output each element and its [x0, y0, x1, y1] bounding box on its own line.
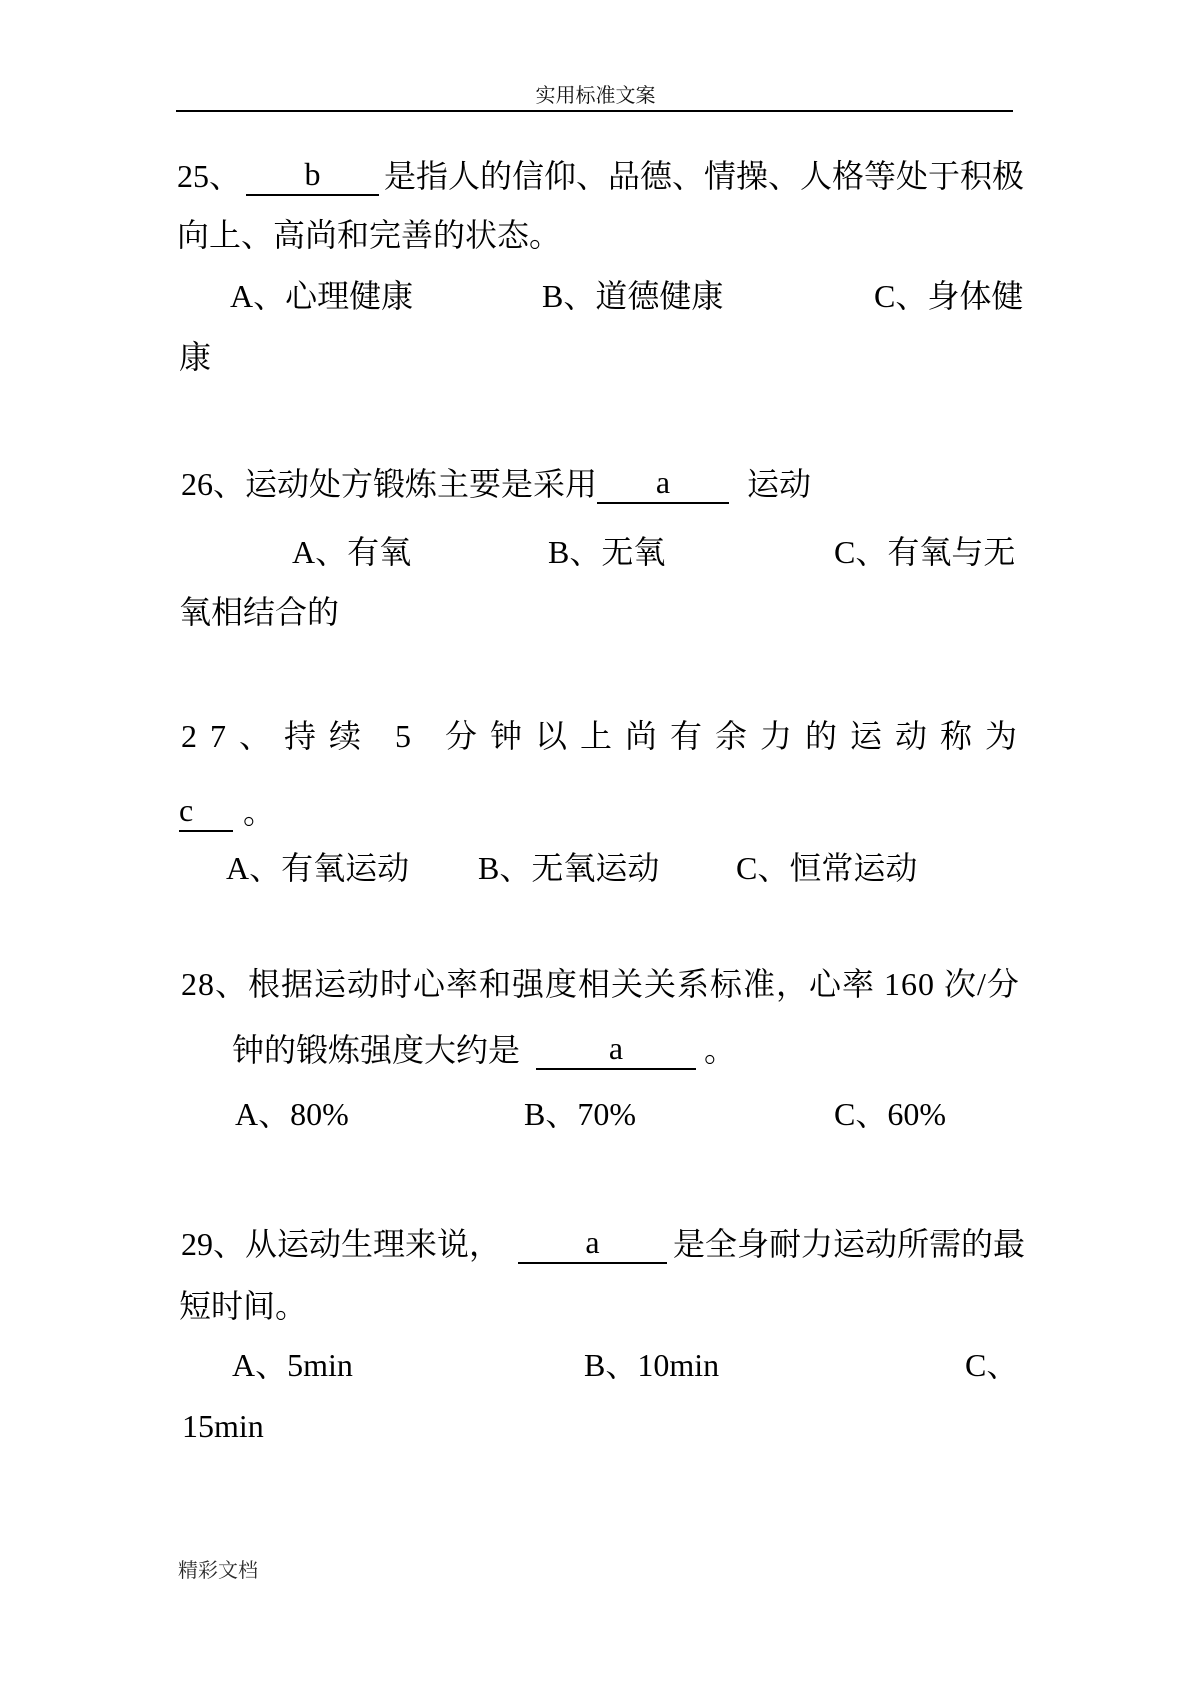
- question-number: 25、: [177, 158, 242, 194]
- question-stem-tail: 是全身耐力运动所需的最: [673, 1226, 1026, 1262]
- question-27-options: [0, 848, 1191, 888]
- option-b: B、无氧: [548, 534, 666, 570]
- question-stem: 向上、高尚和完善的状态。: [177, 217, 562, 253]
- blank-answer: a: [585, 1224, 600, 1260]
- option-a: A、80%: [235, 1096, 349, 1132]
- question-25-line-1: [177, 154, 1024, 194]
- option-a: A、有氧运动: [226, 850, 410, 886]
- option-c-continued: 15min: [182, 1408, 264, 1444]
- option-b: B、10min: [584, 1347, 720, 1383]
- answer-blank: [518, 1222, 667, 1264]
- question-28-line-2: [232, 1028, 736, 1068]
- blank-answer: a: [608, 1030, 624, 1066]
- option-a: A、心理健康: [230, 278, 414, 314]
- option-b: B、道德健康: [542, 278, 724, 314]
- question-stem: 根据运动时心率和强度相关关系标准，心率 160 次/分: [248, 966, 1020, 1002]
- question-26-options: [0, 532, 1191, 572]
- option-c: C、身体健: [874, 278, 1024, 314]
- blank-answer: c: [179, 792, 194, 828]
- option-c-continued: 氧相结合的: [179, 594, 340, 630]
- question-25-option-wrap: [179, 337, 211, 377]
- sentence-period: 。: [243, 794, 276, 830]
- option-a: A、有氧: [292, 534, 412, 570]
- question-27-line-1: [181, 716, 1030, 756]
- question-stem: 钟的锻炼强度大约是: [232, 1032, 521, 1068]
- page-header-title: 实用标准文案: [535, 85, 656, 107]
- page-footer-text: 精彩文档: [178, 1560, 258, 1582]
- question-28-options: [0, 1094, 1191, 1134]
- question-number: 29、: [181, 1226, 246, 1262]
- question-29-line-2: [179, 1286, 307, 1326]
- answer-blank: [597, 462, 729, 504]
- question-25-line-2: [177, 215, 561, 255]
- question-26-line-1: [181, 462, 811, 502]
- question-29-options: [0, 1345, 1191, 1385]
- question-number: 26、: [181, 466, 246, 502]
- question-stem: 短时间。: [179, 1288, 308, 1324]
- answer-blank: [536, 1028, 696, 1070]
- question-29-option-wrap: [182, 1406, 264, 1446]
- question-stem: 从运动生理来说，: [245, 1226, 502, 1262]
- option-c: C、: [965, 1347, 1019, 1383]
- blank-answer: a: [655, 464, 671, 500]
- option-c: C、有氧与无: [834, 534, 1016, 570]
- question-stem: 持续 5 分钟以上尚有余力的运动称为: [284, 718, 1031, 754]
- question-29-line-1: [181, 1222, 1025, 1262]
- question-26-option-wrap: [179, 592, 339, 632]
- answer-blank: [246, 154, 379, 196]
- question-stem-tail: 运动: [747, 466, 812, 502]
- question-27-line-2: [179, 790, 275, 830]
- answer-blank: [179, 790, 233, 832]
- question-28-line-1: [181, 964, 1020, 1004]
- sentence-period: 。: [704, 1032, 737, 1068]
- option-b: B、70%: [524, 1096, 637, 1132]
- option-c: C、60%: [834, 1096, 947, 1132]
- option-a: A、5min: [232, 1347, 353, 1383]
- question-stem: 运动处方锻炼主要是采用: [245, 466, 598, 502]
- question-number: 27、: [181, 718, 285, 754]
- blank-answer: b: [304, 156, 321, 192]
- option-b: B、无氧运动: [478, 850, 660, 886]
- question-number: 28、: [181, 966, 249, 1002]
- option-c-continued: 康: [179, 339, 212, 375]
- question-stem: 是指人的信仰、品德、情操、人格等处于积极: [384, 158, 1025, 194]
- header-rule: [176, 110, 1013, 112]
- option-c: C、恒常运动: [736, 850, 918, 886]
- question-25-options: [0, 276, 1191, 316]
